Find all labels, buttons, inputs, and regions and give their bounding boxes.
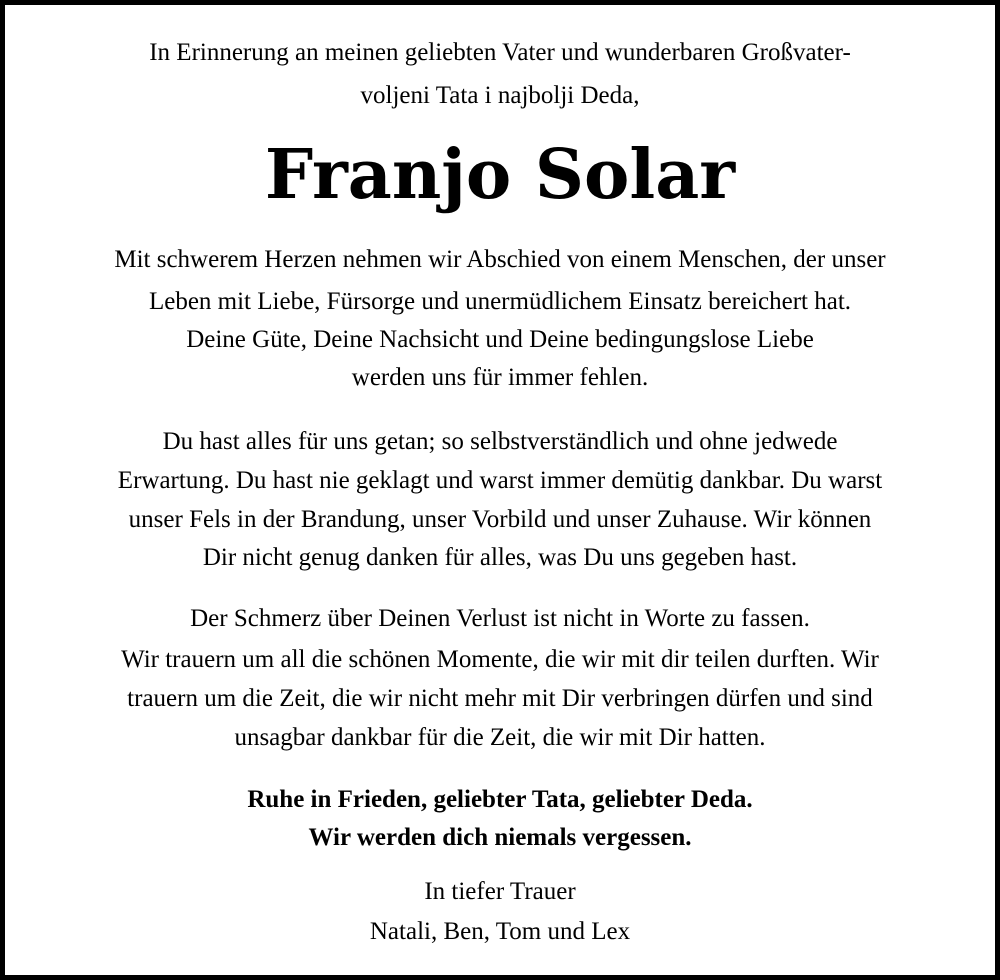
intro-line-2: voljeni Tata i najbolji Deda, <box>360 82 640 109</box>
paragraph-2-line-2: Erwartung. Du hast nie geklagt und warst immer demütig dankbar. Du warst <box>117 467 883 494</box>
paragraph-2-line-3: unser Fels in der Brandung, unser Vorbild und unser Zuhause. Wir können <box>128 506 872 533</box>
intro-line-1: In Erinnerung an meinen geliebten Vater und wunderbaren Großvater- <box>149 39 851 66</box>
paragraph-3-line-4: unsagbar dankbar für die Zeit, die wir mit Dir hatten. <box>234 724 766 751</box>
paragraph-3-line-2: Wir trauern um all die schönen Momente, die wir mit dir teilen durften. Wir <box>121 646 879 673</box>
deceased-name: Franjo Solar <box>264 135 736 215</box>
signature-names: Natali, Ben, Tom und Lex <box>369 918 631 945</box>
paragraph-1-line-1: Mit schwerem Herzen nehmen wir Abschied von einem Menschen, der unser <box>114 246 886 273</box>
closing-line-2: Wir werden dich niemals vergessen. <box>308 824 692 851</box>
paragraph-2-line-1: Du hast alles für uns getan; so selbstverständlich und ohne jedwede <box>162 428 838 455</box>
paragraph-1-line-2: Leben mit Liebe, Fürsorge und unermüdlichem Einsatz bereichert hat. <box>148 288 852 315</box>
signature-line-1: In tiefer Trauer <box>424 878 576 905</box>
paragraph-3-line-3: trauern um die Zeit, die wir nicht mehr mit Dir verbringen dürfen und sind <box>127 685 873 712</box>
paragraph-2-line-4: Dir nicht genug danken für alles, was Du uns gegeben hast. <box>202 544 798 571</box>
closing-line-1: Ruhe in Frieden, geliebter Tata, geliebter Deda. <box>247 786 753 813</box>
paragraph-3-line-1: Der Schmerz über Deinen Verlust ist nicht in Worte zu fassen. <box>190 605 810 632</box>
paragraph-1-line-3: Deine Güte, Deine Nachsicht und Deine bedingungslose Liebe <box>186 326 814 353</box>
paragraph-1-line-4: werden uns für immer fehlen. <box>351 364 649 391</box>
